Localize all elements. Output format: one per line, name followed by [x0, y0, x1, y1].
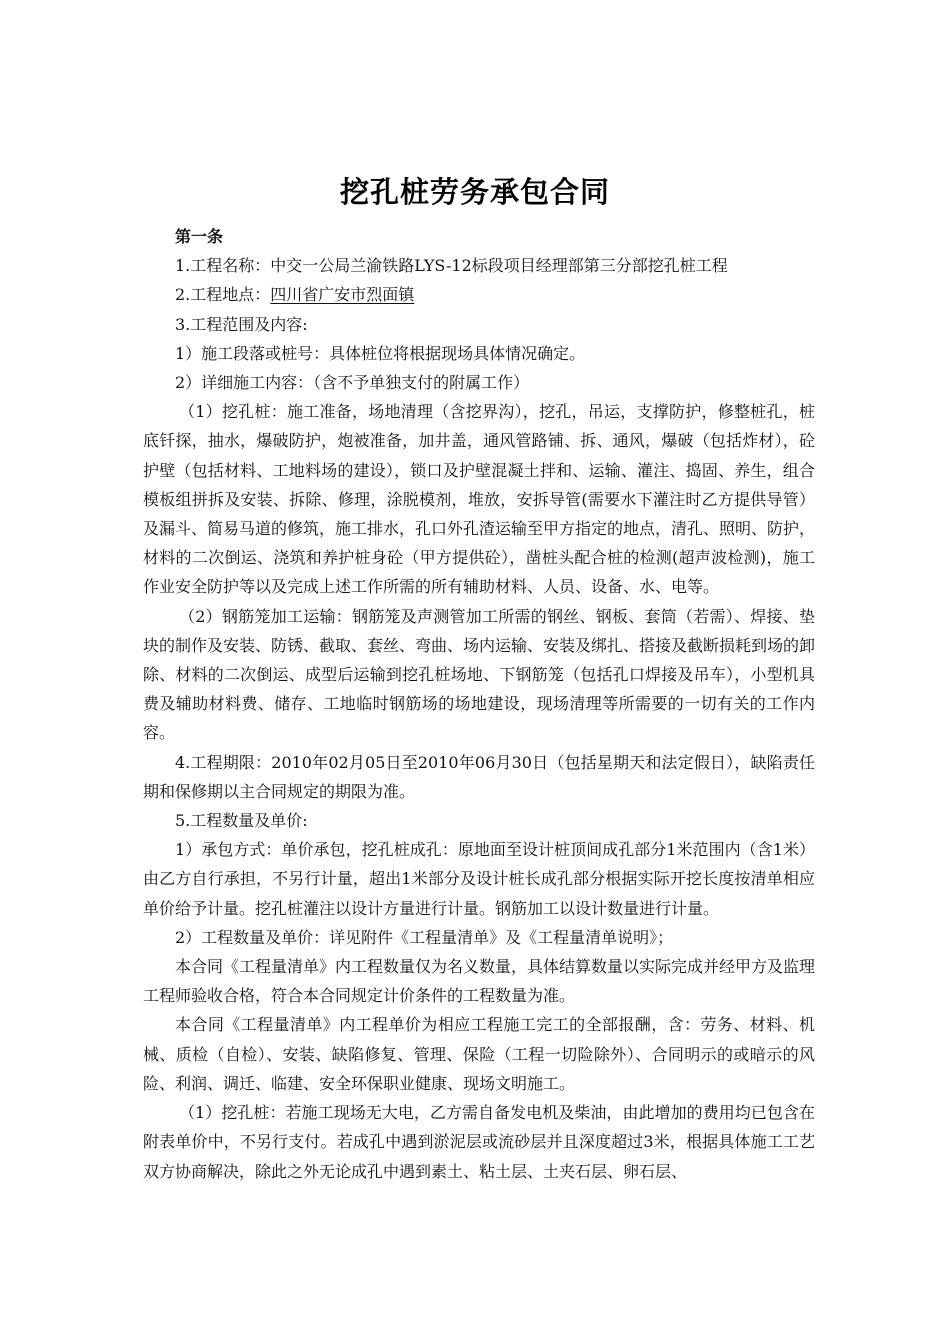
item-scope: 3.工程范围及内容:: [175, 314, 308, 334]
document-title: 挖孔桩劳务承包合同: [339, 175, 610, 209]
item-project-location-label: 2.工程地点：: [175, 285, 271, 305]
item-project-location: [143, 280, 815, 309]
document-body: [143, 222, 815, 1186]
item-scope-section: 1）施工段落或桩号：具体桩位将根据现场具体情况确定。: [175, 343, 586, 363]
paragraph-unit-price: 本合同《工程量清单》内工程单价为相应工程施工完工的全部报酬，含：劳务、材料、机械、质检（自检）、安装、缺陷修复、管理、保险（工程一切险除外）、合同明示的或暗示的风险、利润、调迁、临建、安全环保职业健康、现场文明施工。: [143, 1015, 815, 1093]
item-scope-rebar-cage: （2）钢筋笼加工运输：钢筋笼及声测管加工所需的钢丝、钢板、套筒（若需）、焊接、垫块的制作及安装、防锈、截取、套丝、弯曲、场内运输、安装及绑扎、搭接及截断损耗到场的卸除、材料的二次倒运、成型后运输到挖孔桩场地、下钢筋笼（包括孔口焊接及吊车），小型机具费及辅助材料费、储存、工地临时钢筋场的场地建设，现场清理等所需要的一切有关的工作内容。: [143, 606, 816, 743]
item-scope-pile-digging: （1）挖孔桩：施工准备，场地清理（含挖界沟），挖孔，吊运，支撑防护，修整桩孔，桩底钎探，抽水，爆破防护，炮被准备，加井盖，通风管路铺、拆、通风，爆破（包括炸材），砼护壁（包括材料、工地料场的建设），锁口及护壁混凝土拌和、运输、灌注、捣固、养生，组合模板组拼拆及安装、拆除、修理，涂脱模剂，堆放，安拆导管(需要水下灌注时乙方提供导管）及漏斗、简易马道的修筑，施工排水，孔口外孔渣运输至甲方指定的地点，清孔、照明、防护，材料的二次倒运、浇筑和养护桩身砼（甲方提供砼），凿桩头配合桩的检测(超声波检测)，施工作业安全防护等以及完成上述工作所需的所有辅助材料、人员、设备、水、电等。: [143, 402, 816, 597]
item-scope-detail: 2）详细施工内容：（含不予单独支付的附属工作）: [175, 373, 530, 393]
item-quantity-list: 2）工程数量及单价：详见附件《工程量清单》及《工程量清单说明》；: [175, 927, 674, 947]
paragraph-pile-power: （1）挖孔桩：若施工现场无大电，乙方需自备发电机及柴油，由此增加的费用均已包含在附表单价中，不另行支付。若成孔中遇到淤泥层或流砂层并且深度超过3米，根据具体施工工艺双方协商解决，除此之外无论成孔中遇到素土、粘土层、土夹石层、卵石层、: [143, 1103, 815, 1181]
item-contract-method: 1）承包方式：单价承包，挖孔桩成孔：原地面至设计桩顶间成孔部分1米范围内（含1米）由乙方自行承担，不另行计量，超出1米部分及设计桩长成孔部分根据实际开挖长度按清单相应单价给予计量。挖孔桩灌注以设计方量进行计量。钢筋加工以设计数量进行计量。: [143, 840, 815, 918]
item-duration: 4.工程期限：2010年02月05日至2010年06月30日（包括星期天和法定假日），缺陷责任期和保修期以主合同规定的期限为准。: [143, 752, 815, 801]
item-project-location-value: 四川省广安市烈面镇: [270, 285, 415, 305]
paragraph-nominal-quantity: 本合同《工程量清单》内工程数量仅为名义数量，具体结算数量以实际完成并经甲方及监理工程师验收合格，符合本合同规定计价条件的工程数量为准。: [143, 957, 816, 1006]
article-heading: 第一条: [175, 227, 224, 246]
item-project-name: 1.工程名称：中交一公局兰渝铁路LYS-12标段项目经理部第三分部挖孔桩工程: [175, 256, 728, 276]
item-quantity-price: 5.工程数量及单价:: [175, 811, 308, 831]
